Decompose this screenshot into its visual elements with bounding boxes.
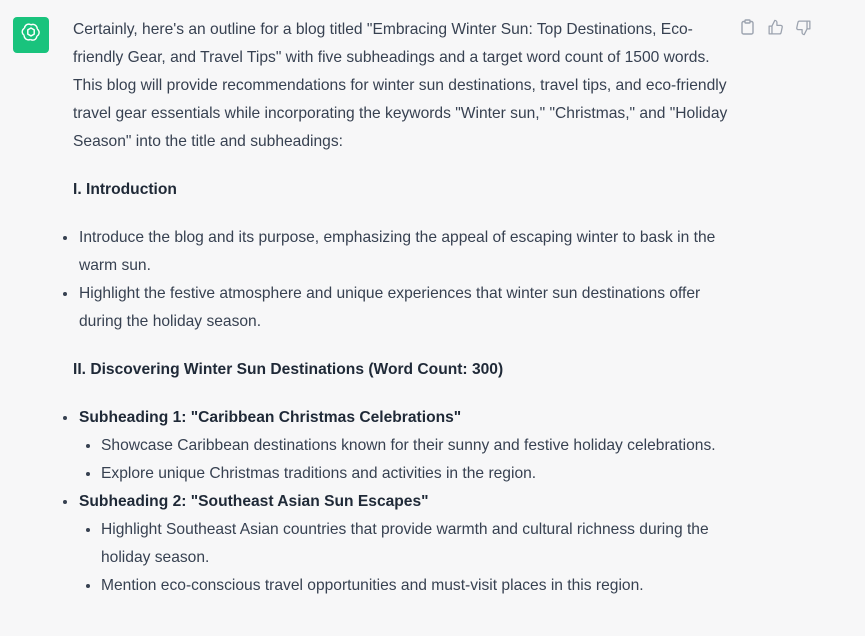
subheading-bullets [81,432,733,488]
list-item: Mention eco-conscious travel opportunities and must-visit places in this region. [81,572,733,600]
intro-paragraph: Certainly, here's an outline for a blog titled "Embracing Winter Sun: Top Destinations, Eco-friendly Gear, and Travel Tips" with five subheadings and a target word count of 1500 words. This blog will provide recommendations for winter sun destinations, travel tips, and eco-friendly travel gear essentials while incorporating the keywords "Winter sun," "Christmas," and "Holiday Season" into the title and subheadings: [73,21,728,150]
list-item: Explore unique Christmas traditions and activities in the region. [81,460,733,488]
list-item: Highlight the festive atmosphere and unique experiences that winter sun destinations offer during the holiday season. [59,280,733,336]
thumbs-down-icon[interactable] [794,18,812,36]
copy-icon[interactable] [738,18,756,36]
subheading-item [59,488,733,600]
section-heading-introduction: I. Introduction [73,181,177,198]
message-actions [738,18,812,36]
subheading-title: Subheading 1: "Caribbean Christmas Celebrations" [79,409,462,426]
subheading-bullets [81,516,733,600]
list-item: Showcase Caribbean destinations known for their sunny and festive holiday celebrations. [81,432,733,460]
list-item: Highlight Southeast Asian countries that provide warmth and cultural richness during the holiday season. [81,516,733,572]
openai-logo-icon [20,22,42,49]
subheading-title: Subheading 2: "Southeast Asian Sun Escapes" [79,493,429,510]
section-heading-destinations: II. Discovering Winter Sun Destinations (Word Count: 300) [73,361,504,378]
list-item: Introduce the blog and its purpose, emphasizing the appeal of escaping winter to bask in the warm sun. [59,224,733,280]
message-content [73,16,733,600]
assistant-avatar [13,17,49,53]
introduction-list [59,224,733,336]
thumbs-up-icon[interactable] [766,18,784,36]
subheading-item [59,404,733,488]
destinations-list [59,404,733,600]
